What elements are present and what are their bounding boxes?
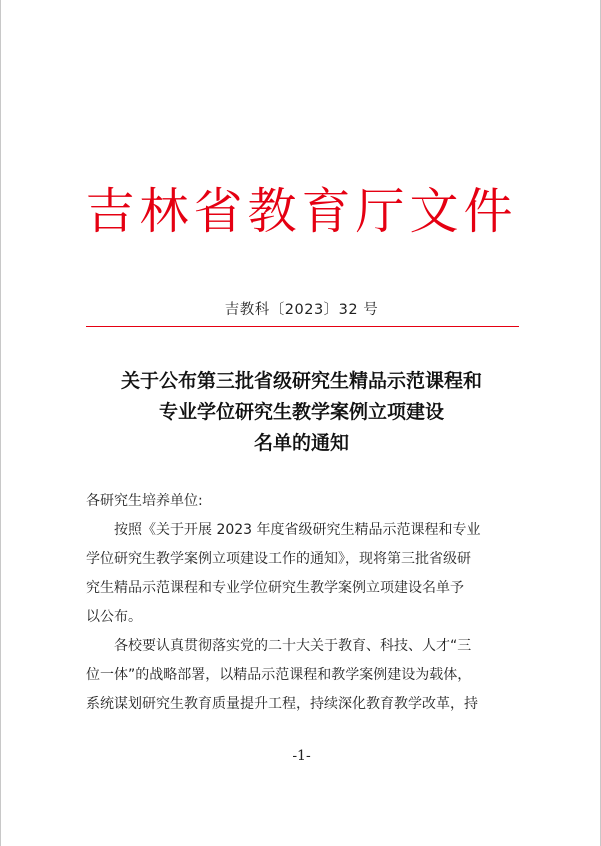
paragraph-line: 究生精品示范课程和专业学位研究生教学案例立项建设名单予 bbox=[86, 580, 464, 596]
red-divider-line bbox=[86, 326, 519, 327]
paragraph-line: 各校要认真贯彻落实党的二十大关于教育、科技、人才“三 bbox=[114, 638, 472, 654]
notice-title bbox=[1, 366, 601, 459]
salutation: 各研究生培养单位: bbox=[86, 493, 203, 509]
notice-body bbox=[86, 487, 532, 719]
notice-title-line-1: 关于公布第三批省级研究生精品示范课程和 bbox=[120, 370, 482, 392]
document-number: 吉教科〔2023〕32 号 bbox=[224, 302, 379, 318]
paragraph-2 bbox=[86, 632, 532, 719]
notice-title-line-2: 专业学位研究生教学案例立项建设 bbox=[158, 401, 444, 423]
issuing-authority-header: 吉林省教育厅文件 bbox=[85, 183, 518, 240]
paragraph-line: 系统谋划研究生教育质量提升工程，持续深化教育教学改革，持 bbox=[86, 696, 478, 712]
paragraph-1 bbox=[86, 516, 532, 632]
notice-title-line-3: 名单的通知 bbox=[253, 432, 349, 454]
paragraph-line: 位一体”的战略部署，以精品示范课程和教学案例建设为载体， bbox=[86, 667, 472, 683]
paragraph-line: 以公布。 bbox=[86, 609, 142, 625]
paragraph-line: 学位研究生教学案例立项建设工作的通知》，现将第三批省级研 bbox=[86, 551, 471, 567]
page-number: -1- bbox=[292, 748, 311, 764]
paragraph-line: 按照《关于开展 2023 年度省级研究生精品示范课程和专业 bbox=[114, 522, 481, 538]
